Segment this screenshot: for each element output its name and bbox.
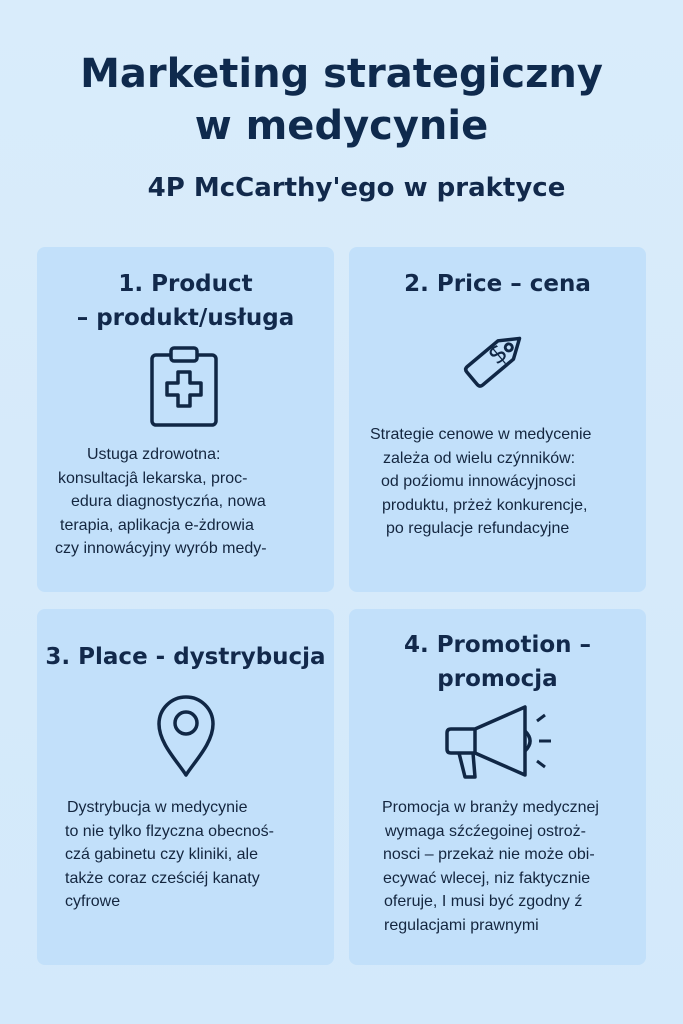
text-line: po regulacje refundacyjne (386, 520, 570, 537)
text-line: wymaga sźcźegoinej ostroż- (385, 822, 586, 840)
text-line: od poźiomu innowácyjnosci (381, 473, 576, 490)
text-line: Ustuga zdrowotna: (87, 446, 221, 463)
text-line: ecywać wlecej, niz faktycznie (383, 869, 591, 887)
text-line: produktu, prżeż konkurencje, (382, 496, 588, 514)
location-pin-icon (155, 693, 217, 779)
text-line: także coraz cześciéj kanaty (65, 869, 260, 887)
card-title (37, 267, 334, 335)
price-tag-dollar-icon (453, 317, 537, 401)
text-line: cyfrowe (65, 893, 121, 910)
text-line: terapia, aplikacja e-żdrowia (60, 516, 254, 534)
card-title-line: promocja (437, 666, 558, 692)
text-line: konsultacjâ lekarska, proc- (58, 469, 248, 487)
text-line: Dystrybucja w medycynie (67, 799, 248, 816)
card-product (37, 247, 334, 592)
card-title (37, 640, 334, 674)
card-title-line: – produkt/usługa (76, 305, 295, 331)
title-line-1: Marketing strategiczny (80, 51, 603, 97)
title-line-2: w medycynie (194, 103, 489, 149)
card-place (37, 609, 334, 965)
card-price (349, 247, 646, 592)
text-line: to nie tylko flzyczna obecnoś- (65, 822, 274, 840)
text-line: regulacjami prawnymi (384, 916, 539, 934)
card-title-line: 4. Promotion – (403, 632, 592, 658)
text-line: nosci – przekaż nie może obi- (383, 846, 595, 863)
text-line: Promocja w branży medycznej (382, 799, 599, 816)
text-line: Strategie cenowe w medycenie (370, 426, 592, 443)
card-description (65, 796, 274, 914)
card-title-line: 3. Place - dystrybucja (45, 644, 326, 670)
card-description (55, 443, 267, 561)
text-line: czy innowácyjny wyrób medy- (55, 540, 267, 557)
page-subtitle: 4P McCarthy'ego w praktyce (147, 173, 566, 203)
page-title (0, 48, 683, 152)
text-line: zależa od wielu czýnników: (383, 449, 576, 467)
megaphone-icon (445, 703, 555, 783)
card-description (382, 796, 599, 937)
card-description (370, 423, 591, 541)
text-line: oferuje, I musi być zgodny ź (384, 893, 583, 910)
svg-text:$: $ (482, 337, 514, 372)
card-title-line: 1. Product (118, 271, 253, 297)
card-title-line: 2. Price – cena (404, 271, 591, 297)
card-promotion (349, 609, 646, 965)
medical-clipboard-icon (147, 345, 221, 429)
text-line: edura diagnostyczńa, nowa (71, 493, 266, 510)
card-title (349, 628, 646, 696)
text-line: czá gabinetu czy kliniki, ale (65, 846, 258, 863)
card-title (349, 267, 646, 301)
